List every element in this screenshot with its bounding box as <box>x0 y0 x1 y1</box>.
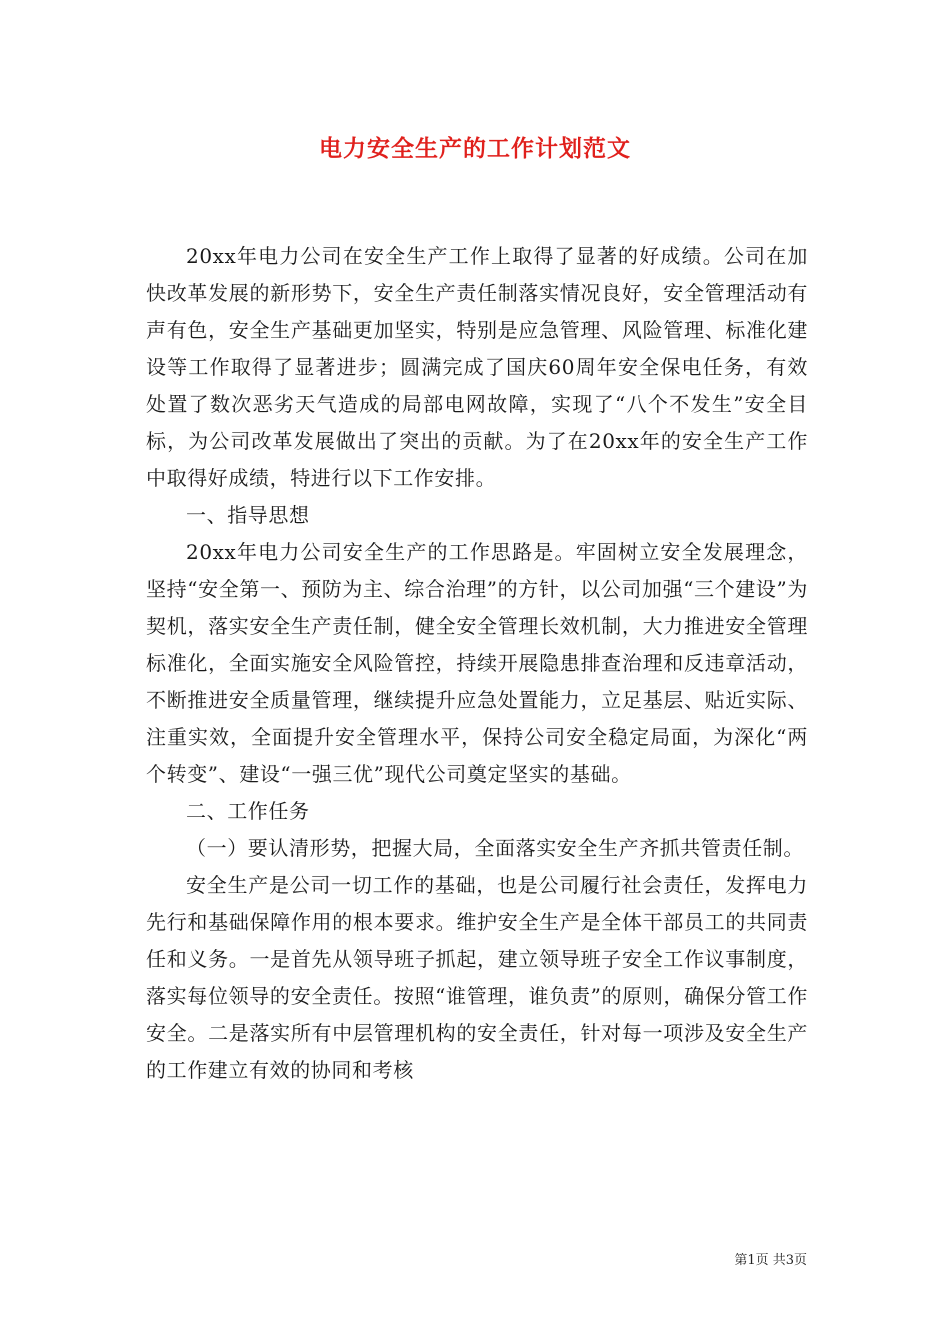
page-number-footer: 第1页 共3页 <box>734 1253 807 1268</box>
subheading-task-one: （一）要认清形势，把握大局，全面落实安全生产齐抓共管责任制。 <box>186 836 804 860</box>
paragraph-guiding-ideology: 20xx年电力公司安全生产的工作思路是。牢固树立安全发展理念，坚持“安全第一、预防为主、综合治理”的方针，以公司加强“三个建设”为契机，落实安全生产责任制，健全安全管理长效机制，大力推进安全管理标准化，全面实施安全风险管控，持续开展隐患排查治理和反违章活动，不断推进安全质量管理，继续提升应急处置能力，立足基层、贴近实际、注重实效，全面提升安全管理水平，保持公司安全稳定局面，为深化“两个转变”、建设“一强三优”现代公司奠定坚实的基础。 <box>146 540 808 786</box>
heading-guiding-ideology: 一、指导思想 <box>186 503 310 527</box>
paragraph-intro: 20xx年电力公司在安全生产工作上取得了显著的好成绩。公司在加快改革发展的新形势下，安全生产责任制落实情况良好，安全管理活动有声有色，安全生产基础更加坚实，特别是应急管理、风险管理、标准化建设等工作取得了显著进步；圆满完成了国庆60周年安全保电任务，有效处置了数次恶劣天气造成的局部电网故障，实现了“八个不发生”安全目标，为公司改革发展做出了突出的贡献。为了在20xx年的安全生产工作中取得好成绩，特进行以下工作安排。 <box>146 244 808 490</box>
document-title: 电力安全生产的工作计划范文 <box>319 135 631 162</box>
document-body <box>146 238 808 1089</box>
paragraph-task-one: 安全生产是公司一切工作的基础，也是公司履行社会责任，发挥电力先行和基础保障作用的根本要求。维护安全生产是全体干部员工的共同责任和义务。一是首先从领导班子抓起，建立领导班子安全工作议事制度，落实每位领导的安全责任。按照“谁管理，谁负责”的原则，确保分管工作安全。二是落实所有中层管理机构的安全责任，针对每一项涉及安全生产的工作建立有效的协同和考核 <box>146 873 808 1082</box>
heading-work-tasks: 二、工作任务 <box>186 799 310 823</box>
